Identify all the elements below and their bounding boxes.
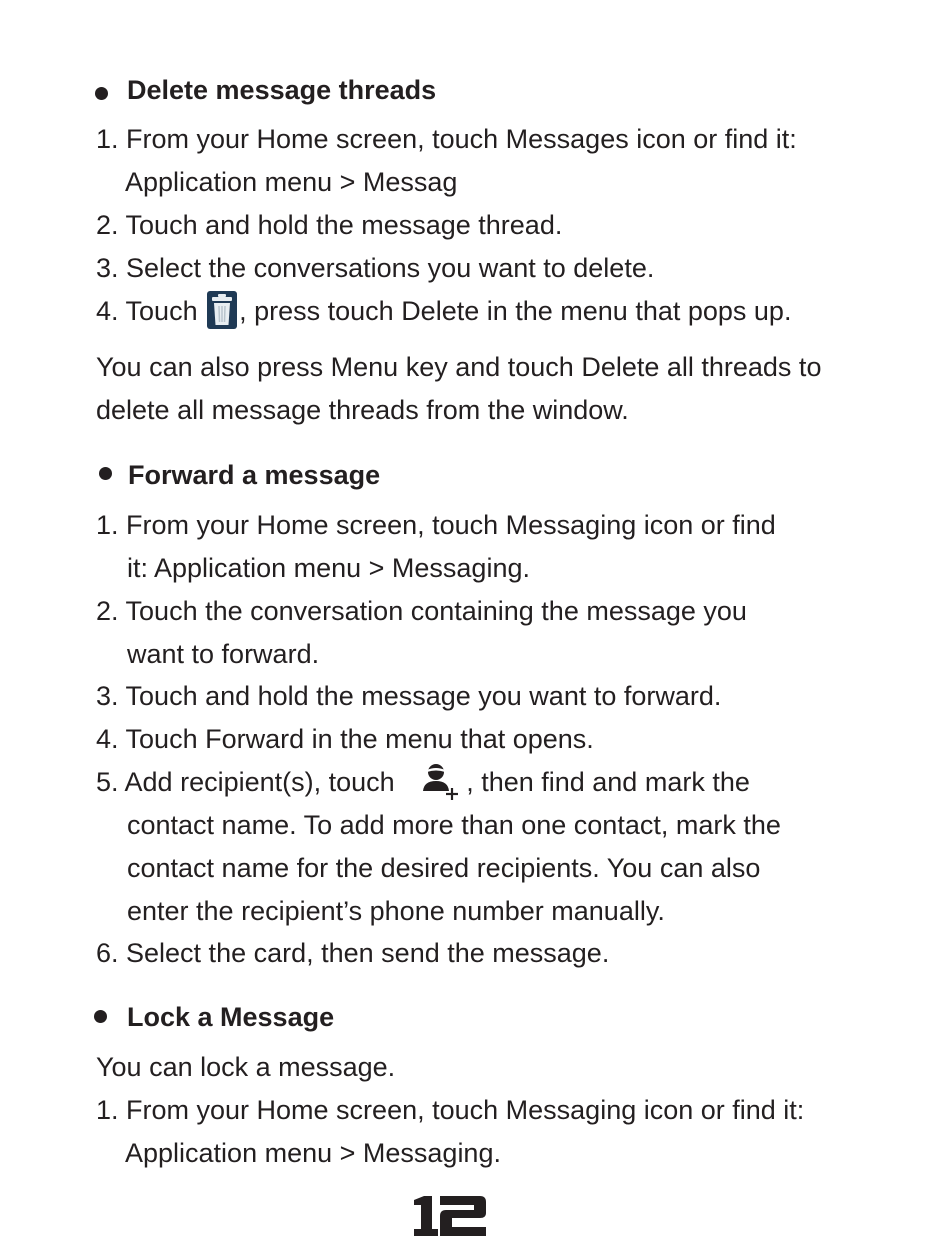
forward-step-2-cont: want to forward.	[127, 639, 320, 669]
bullet-icon	[94, 1010, 107, 1023]
delete-step-1: 1. From your Home screen, touch Messages icon or find it:	[96, 124, 797, 154]
forward-step-5-prefix: 5. Add recipient(s), touch	[96, 767, 395, 798]
forward-step-4: 4. Touch Forward in the menu that opens.	[96, 724, 594, 754]
section-heading-delete: Delete message threads	[127, 75, 437, 105]
forward-step-6: 6. Select the card, then send the message.	[96, 938, 610, 968]
person-add-icon	[422, 762, 458, 800]
forward-step-1-cont: it: Application menu > Messaging.	[127, 553, 530, 583]
delete-step-2: 2. Touch and hold the message thread.	[96, 210, 563, 240]
forward-step-5-cont-3: enter the recipient’s phone number manually.	[127, 896, 665, 926]
page-number	[412, 1196, 488, 1236]
bullet-icon	[99, 467, 112, 480]
section-heading-lock: Lock a Message	[127, 1002, 335, 1032]
forward-step-1: 1. From your Home screen, touch Messaging icon or find	[96, 510, 776, 540]
delete-step-1-cont: Application menu > Messag	[125, 167, 458, 197]
forward-step-5	[96, 765, 750, 803]
delete-note-line-2: delete all message threads from the window.	[96, 395, 629, 425]
delete-step-4	[96, 294, 791, 332]
lock-step-1-cont: Application menu > Messaging.	[125, 1138, 501, 1168]
delete-step-3: 3. Select the conversations you want to delete.	[96, 253, 655, 283]
delete-step-4-prefix: 4. Touch	[96, 296, 198, 327]
section-heading-forward: Forward a message	[128, 460, 381, 490]
forward-step-5-cont-1: contact name. To add more than one contact, mark the	[127, 810, 781, 840]
lock-step-1: 1. From your Home screen, touch Messaging icon or find it:	[96, 1095, 805, 1125]
trash-icon	[207, 291, 237, 329]
forward-step-3: 3. Touch and hold the message you want to forward.	[96, 681, 722, 711]
bullet-icon	[95, 87, 108, 100]
delete-note-line-1: You can also press Menu key and touch Delete all threads to	[96, 352, 822, 382]
forward-step-5-suffix: , then find and mark the	[466, 767, 750, 798]
lock-intro: You can lock a message.	[96, 1052, 396, 1082]
forward-step-5-cont-2: contact name for the desired recipients. You can also	[127, 853, 761, 883]
forward-step-2: 2. Touch the conversation containing the message you	[96, 596, 747, 626]
delete-step-4-suffix: , press touch Delete in the menu that pops up.	[239, 296, 792, 327]
